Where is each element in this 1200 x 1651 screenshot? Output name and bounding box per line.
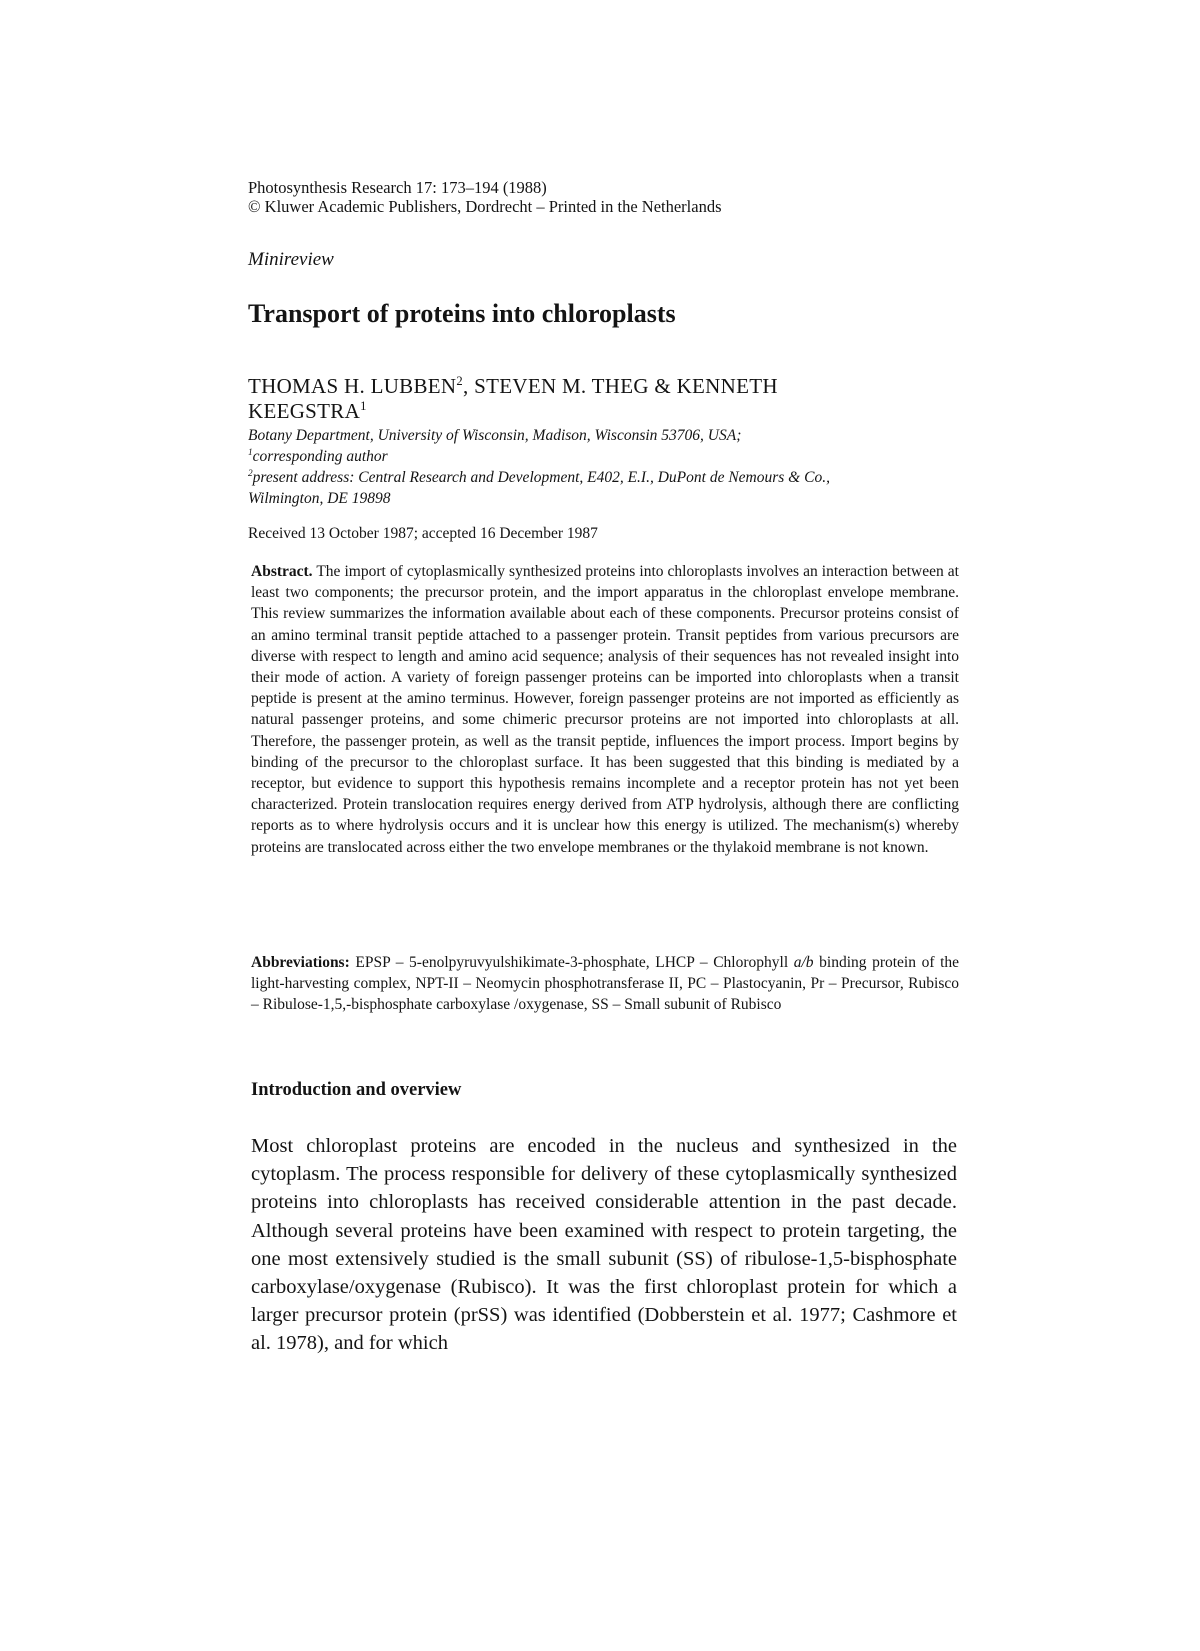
author-list	[248, 374, 888, 424]
abbreviations-label: Abbreviations:	[251, 954, 350, 971]
present-address-note: $^2$present address: Central Research and Development, E402, E.I., DuPont de Nemours & Co., Wilmington, DE 19898	[248, 468, 830, 507]
affiliation-mark: 1	[360, 399, 367, 413]
author-names: , STEVEN M. THEG & KENNETH KEEGSTRA	[248, 374, 778, 423]
abbreviations-text-continued: binding protein of the light-harvesting complex, NPT-II – Neomycin phosphotransferase II, PC – Plastocyanin, Pr – Precursor, Rubisco – Ribulose-1,5,-bisphosphate carboxylase /oxygenase, SS – Small subunit of Rubisco	[251, 954, 960, 1014]
article-type: Minireview	[248, 249, 334, 270]
abstract	[251, 561, 959, 858]
affiliation-line: Botany Department, University of Wisconsin, Madison, Wisconsin 53706, USA;	[248, 427, 742, 444]
section-heading: Introduction and overview	[251, 1080, 462, 1100]
publisher-line: © Kluwer Academic Publishers, Dordrecht – Printed in the Netherlands	[248, 197, 722, 216]
corresponding-author-note: $^1$corresponding author	[248, 447, 388, 465]
author-name: THOMAS H. LUBBEN	[248, 374, 457, 398]
abbreviations-text: EPSP – 5-enolpyruvyulshikimate-3-phosphate, LHCP – Chlorophyll	[355, 954, 789, 971]
abstract-label: Abstract.	[251, 563, 313, 580]
article-title: Transport of proteins into chloroplasts	[248, 299, 676, 328]
affiliation-mark: 2	[456, 374, 464, 388]
journal-citation: Photosynthesis Research 17: 173–194 (1988)	[248, 178, 547, 197]
affiliation-mark: 2	[248, 468, 253, 479]
received-dates: Received 13 October 1987; accepted 16 December 1987	[248, 525, 598, 542]
abstract-text: The import of cytoplasmically synthesized proteins into chloroplasts involves an interaction between at least two components; the precursor protein, and the import apparatus in the chloroplast envelope membrane. This review summarizes the information available about each of these components. Precursor proteins consist of an amino terminal transit peptide attached to a passenger protein. Transit peptides from various precursors are diverse with respect to length and amino acid sequence; analysis of their sequences has not revealed insight into their mode of action. A variety of foreign passenger proteins can be imported into chloroplasts when a transit peptide is present at the amino terminus. However, foreign passenger proteins are not imported as efficiently as natural passenger proteins, and some chimeric precursor proteins are not imported into chloroplasts at all. Therefore, the passenger protein, as well as the transit peptide, influences the import process. Import begins by binding of the precursor to the chloroplast surface. It has been suggested that this binding is mediated by a receptor, but evidence to support this hypothesis remains incomplete and a receptor protein has not yet been characterized. Protein translocation requires energy derived from ATP hydrolysis, although there are conflicting reports as to where hydrolysis occurs and it is unclear how this energy is utilized. The mechanism(s) whereby proteins are translocated across either the two envelope membranes or the thylakoid membrane is not known.	[251, 563, 959, 856]
introduction-paragraph: Most chloroplast proteins are encoded in the nucleus and synthesized in the cytoplasm. The process responsible for delivery of these cytoplasmically synthesized proteins into chloroplasts has received considerable attention in the past decade. Although several proteins have been examined with respect to protein targeting, the one most extensively studied is the small subunit (SS) of ribulose-1,5-bisphosphate carboxylase/oxygenase (Rubisco). It was the first chloroplast protein for which a larger precursor protein (prSS) was identified (Dobberstein et al. 1977; Cashmore et al. 1978), and for which	[251, 1135, 957, 1355]
affiliation-mark: 1	[248, 447, 253, 458]
abbreviations	[251, 952, 959, 1016]
abbreviations-italic: a/b	[793, 954, 814, 971]
